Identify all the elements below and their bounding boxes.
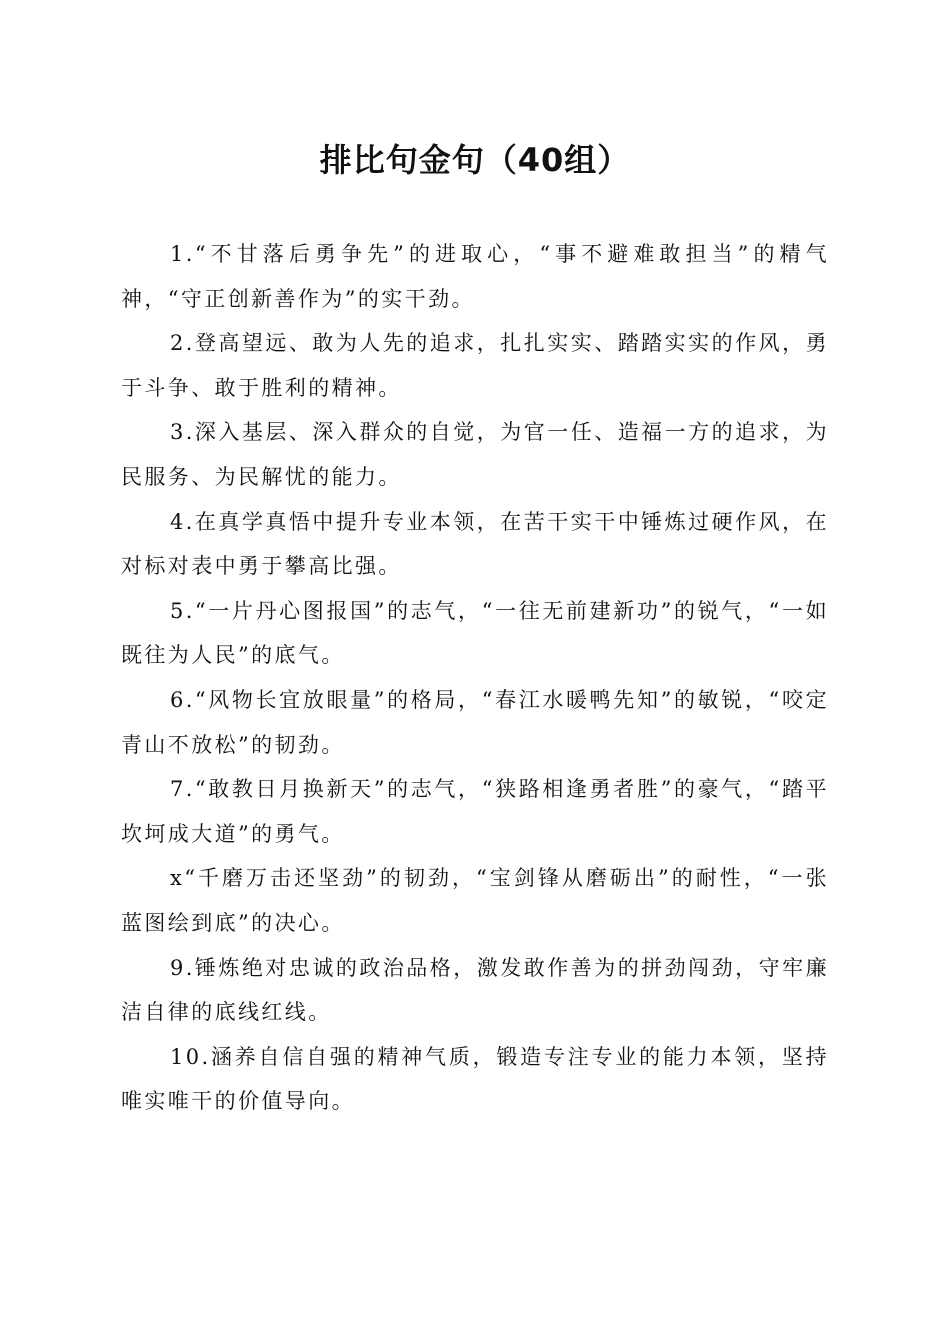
paragraph-3: 3.深入基层、深入群众的自觉，为官一任、造福一方的追求，为民服务、为民解忧的能力。 xyxy=(121,420,829,489)
document-title: 排比句金句（40组） xyxy=(319,141,631,179)
document-body xyxy=(121,232,829,1124)
paragraph-1: 1.“不甘落后勇争先”的进取心，“事不避难敢担当”的精气神，“守正创新善作为”的实干劲。 xyxy=(121,242,829,311)
paragraph-8: x“千磨万击还坚劲”的韧劲，“宝剑锋从磨砺出”的耐性，“一张蓝图绘到底”的决心。 xyxy=(121,866,829,935)
paragraph-7: 7.“敢教日月换新天”的志气，“狭路相逢勇者胜”的豪气，“踏平坎坷成大道”的勇气。 xyxy=(121,777,829,846)
paragraph-4: 4.在真学真悟中提升专业本领，在苦干实干中锤炼过硬作风，在对标对表中勇于攀高比强。 xyxy=(121,509,829,579)
paragraph-5: 5.“一片丹心图报国”的志气，“一往无前建新功”的锐气，“一如既往为人民”的底气。 xyxy=(121,598,829,668)
paragraph-6: 6.“风物长宜放眼量”的格局，“春江水暖鸭先知”的敏锐，“咬定青山不放松”的韧劲。 xyxy=(121,687,829,757)
paragraph-10: 10.涵养自信自强的精神气质，锻造专注专业的能力本领，坚持唯实唯干的价值导向。 xyxy=(121,1044,829,1114)
paragraph-2: 2.登高望远、敢为人先的追求，扎扎实实、踏踏实实的作风，勇于斗争、敢于胜利的精神。 xyxy=(121,331,829,400)
paragraph-9: 9.锤炼绝对忠诚的政治品格，激发敢作善为的拼劲闯劲，守牢廉洁自律的底线红线。 xyxy=(121,955,829,1025)
